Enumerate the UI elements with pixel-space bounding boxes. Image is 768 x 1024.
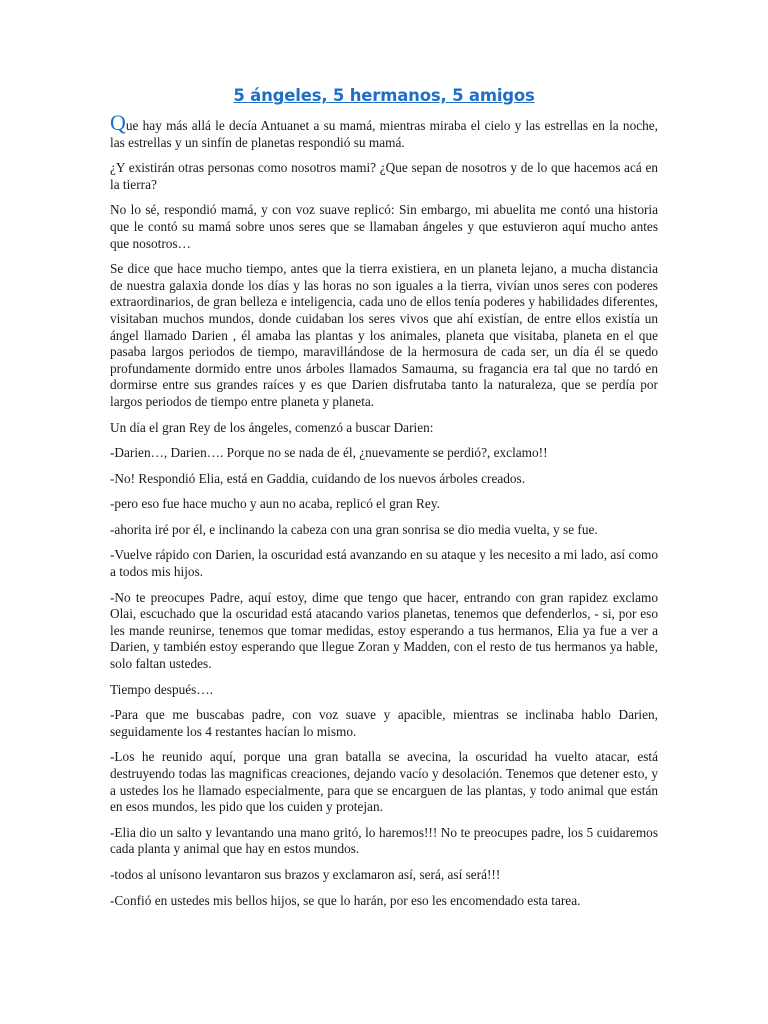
- paragraph: -Darien…, Darien…. Porque no se nada de él, ¿nuevamente se perdió?, exclamo!!: [110, 445, 548, 461]
- paragraph: -todos al unísono levantaron sus brazos y exclamaron así, será, así será!!!: [110, 866, 501, 882]
- paragraph: -Elia dio un salto y levantando una mano gritó, lo haremos!!! No te preocupes padre, los 5 cuidaremos cada planta y animal que hay en estos mundos.: [110, 824, 658, 857]
- paragraph: -Confió en ustedes mis bellos hijos, se que lo harán, por eso les encomendado esta tarea.: [110, 892, 581, 908]
- paragraph: -ahorita iré por él, e inclinando la cabeza con una gran sonrisa se dio media vuelta, y se fue.: [110, 521, 598, 537]
- paragraph: [110, 110, 658, 151]
- paragraph: -Vuelve rápido con Darien, la oscuridad está avanzando en su ataque y les necesito a mi lado, así como a todos mis hijos.: [110, 547, 658, 580]
- paragraph: -No! Respondió Elia, está en Gaddia, cuidando de los nuevos árboles creados.: [110, 470, 526, 486]
- document-title: 5 ángeles, 5 hermanos, 5 amigos: [233, 86, 535, 105]
- paragraph: Un día el gran Rey de los ángeles, comenzó a buscar Darien:: [110, 419, 434, 435]
- paragraph: -Los he reunido aquí, porque una gran batalla se avecina, la oscuridad ha vuelto atacar, está destruyendo todas las magnificas creaciones, dejando vacío y desolación. Tenemos que detener esto, y a ustedes los he llamado especialmente, para que se encarguen de las plantas, y todo animal que están en esos mundos, les pido que los cuiden y protejan.: [110, 749, 658, 815]
- paragraph: ¿Y existirán otras personas como nosotros mami? ¿Que sepan de nosotros y de lo que hacemos acá en la tierra?: [110, 160, 658, 192]
- paragraph: -Para que me buscabas padre, con voz suave y apacible, mientras se inclinaba hablo Darien, seguidamente los 4 restantes hacían lo mismo.: [110, 707, 658, 739]
- paragraph: Se dice que hace mucho tiempo, antes que la tierra existiera, en un planeta lejano, a mucha distancia de nuestra galaxia donde los días y las horas no son iguales a la tierra, vivían unos seres con poderes extraordinarios, de gran belleza e inteligencia, cada uno de ellos tenía poderes y habilidades diferentes, visitaban muchos mundos, donde cuidaban los seres vivos que ahí existían, de entre ellos existía un ángel llamado Darien , él amaba las plantas y los animales, planeta que visitaba, planeta en el que pasaba largos periodos de tiempo, maravillándose de la hermosura de cada ser, un día él se quedo profundamente dormido entre unos árboles llamados Samauma, su fragancia era tal que no tardó en dormirse entre sus grandes raíces y es que Darien disfrutaba tanto la naturaleza, que se perdía por largos periodos de tiempo entre planeta y planeta.: [110, 261, 658, 409]
- paragraph: -pero eso fue hace mucho y aun no acaba, replicó el gran Rey.: [110, 496, 440, 512]
- paragraph: -No te preocupes Padre, aquí estoy, dime que tengo que hacer, entrando con gran rapidez exclamo Olai, escuchado que la oscuridad está atacando varios planetas, tenemos que defenderlos, - si, por eso les mande reunirse, tenemos que tomar medidas, estoy esperando a tus hermanos, Elia ya fue a ver a Darien, y también estoy esperando que llegue Zoran y Madden, con el resto de tus hermanos ya hable, solo faltan ustedes.: [110, 589, 658, 672]
- document-page: [110, 86, 658, 918]
- paragraph-text: ue hay más allá le decía Antuanet a su mamá, mientras miraba el cielo y las estrellas en la noche, las estrellas y un sinfín de planetas respondió su mamá.: [110, 118, 658, 150]
- paragraph: Tiempo después….: [110, 681, 213, 697]
- paragraph: No lo sé, respondió mamá, y con voz suave replicó: Sin embargo, mi abuelita me contó una historia que le contó su mamá sobre unos seres que se llamaban ángeles y que estuvieron aquí mucho antes que nosotros…: [110, 202, 658, 251]
- drop-cap-letter: Q: [110, 110, 126, 135]
